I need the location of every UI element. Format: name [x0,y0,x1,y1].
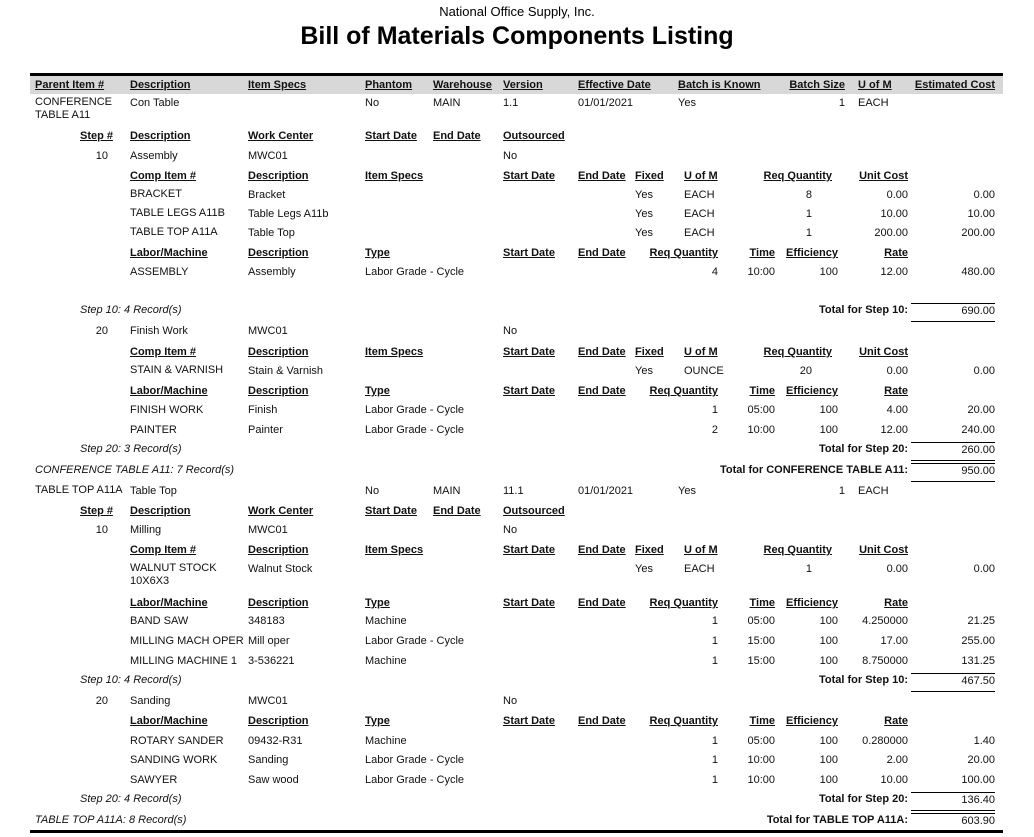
description: Mill oper [248,635,290,647]
start-date: Start Date [365,130,417,142]
total-label: Total for Step 20: [818,443,908,455]
work-center: MWC01 [248,695,288,707]
step-number: Step # [80,130,114,142]
outsourced: Outsourced [503,130,565,142]
time: 15:00 [747,635,775,647]
estimated-cost: 0.00 [973,563,995,575]
step-number: 20 [95,695,108,707]
labor-machine: MILLING MACH OPER [130,635,244,647]
efficiency: 100 [819,655,838,667]
req-quantity: Req Quantity [763,544,832,556]
description: 3-536221 [248,655,295,667]
efficiency: Efficiency [786,715,838,727]
rate: Rate [884,247,908,259]
unit-cost: Unit Cost [859,544,908,556]
efficiency: Efficiency [786,597,838,609]
end-date: End Date [578,385,626,397]
req-quantity: Req Quantity [649,715,718,727]
start-date: Start Date [503,544,555,556]
report-title: Bill of Materials Components Listing [300,22,734,50]
description: Table Top [248,227,295,239]
warehouse: MAIN [433,97,461,109]
u-of-m: U of M [684,170,718,182]
u-of-m: U of M [858,79,892,91]
labor-header-row [0,596,1034,613]
component-row [0,364,1034,381]
step-row [0,149,1034,166]
labor-machine: BAND SAW [130,615,189,627]
time: 10:00 [747,424,775,436]
parent-item-number: CONFERENCE TABLE A11 [35,96,113,121]
end-date: End Date [578,247,626,259]
req-quantity: Req Quantity [649,597,718,609]
u-of-m: U of M [684,544,718,556]
warehouse: MAIN [433,485,461,497]
end-date: End Date [578,544,626,556]
efficiency: 100 [819,754,838,766]
description: Table Legs A11b [248,208,329,220]
record-count: Step 20: 4 Record(s) [80,793,182,805]
parent-item-row [0,96,1034,121]
total-label: Total for Step 10: [818,304,908,316]
description: Bracket [248,189,286,201]
efficiency: Efficiency [786,247,838,259]
comp-item-number: TABLE TOP A11A [130,226,218,238]
estimated-cost: 255.00 [961,635,995,647]
estimated-cost: 0.00 [973,365,995,377]
labor-machine: FINISH WORK [130,404,204,416]
req-quantity: 1 [805,227,812,239]
u-of-m: U of M [684,346,718,358]
work-center: Work Center [248,130,314,142]
total-label: Total for Step 20: [818,793,908,805]
description: Description [130,79,191,91]
time: 05:00 [747,735,775,747]
item-specs: Item Specs [365,170,424,182]
labor-machine: Labor/Machine [130,247,208,259]
description: Description [248,715,309,727]
component-row [0,226,1034,243]
work-center: MWC01 [248,325,288,337]
type: Labor Grade - Cycle [365,635,465,647]
estimated-cost: 20.00 [967,754,995,766]
step-number: Step # [80,505,114,517]
item-specs: Item Specs [365,346,424,358]
step-header-row [0,504,1034,521]
rate: 10.00 [880,774,908,786]
description: Finish Work [130,325,188,337]
work-center: MWC01 [248,524,288,536]
type: Machine [365,655,407,667]
total-label: Total for CONFERENCE TABLE A11: [719,464,908,476]
req-quantity: 1 [711,735,718,747]
fixed: Fixed [635,346,664,358]
component-header-row [0,543,1034,560]
efficiency: 100 [819,615,838,627]
outsourced: No [503,150,518,162]
end-date: End Date [578,597,626,609]
column-header-row [0,76,1034,94]
component-header-row [0,169,1034,186]
time: 10:00 [747,754,775,766]
time: 05:00 [747,615,775,627]
time: Time [749,597,775,609]
type: Type [365,597,390,609]
type: Labor Grade - Cycle [365,266,465,278]
step-number: 20 [95,325,108,337]
unit-cost: 10.00 [880,208,908,220]
rate: 4.00 [886,404,908,416]
comp-item-number: BRACKET [130,188,182,200]
labor-row [0,403,1034,420]
batch-size: Batch Size [789,79,845,91]
estimated-cost: 240.00 [961,424,995,436]
total-value: 690.00 [911,303,995,322]
estimated-cost: 20.00 [967,404,995,416]
end-date: End Date [578,346,626,358]
estimated-cost: 100.00 [961,774,995,786]
rate: Rate [884,385,908,397]
rate: 8.750000 [862,655,908,667]
description: Con Table [130,97,180,109]
req-quantity: 1 [711,635,718,647]
fixed: Fixed [635,170,664,182]
description: 348183 [248,615,285,627]
total-value: 260.00 [911,442,995,461]
description: Description [248,597,309,609]
labor-row [0,614,1034,631]
start-date: Start Date [503,170,555,182]
total-value: 603.90 [911,813,995,832]
end-date: End Date [433,130,481,142]
labor-row [0,265,1034,282]
record-count: TABLE TOP A11A: 8 Record(s) [35,814,187,826]
description: Stain & Varnish [248,365,324,377]
req-quantity: 1 [711,754,718,766]
warehouse: Warehouse [433,79,492,91]
version: 11.1 [503,485,524,497]
version: Version [503,79,543,91]
description: Assembly [130,150,178,162]
estimated-cost: 131.25 [961,655,995,667]
time: Time [749,715,775,727]
req-quantity: Req Quantity [763,346,832,358]
labor-row [0,734,1034,751]
description: Description [248,385,309,397]
req-quantity: Req Quantity [649,247,718,259]
step-total-row [0,303,1034,320]
labor-header-row [0,714,1034,731]
req-quantity: 1 [805,563,812,575]
description: Saw wood [248,774,299,786]
fixed: Yes [635,365,653,377]
end-date: End Date [433,505,481,517]
estimated-cost: 0.00 [973,189,995,201]
description: Description [248,544,309,556]
parent-total-row [0,813,1034,830]
u-of-m: OUNCE [684,365,724,377]
estimated-cost: Estimated Cost [914,79,995,91]
outsourced: Outsourced [503,505,565,517]
req-quantity: 8 [805,189,812,201]
step-total-row [0,792,1034,809]
efficiency: 100 [819,424,838,436]
company-name: National Office Supply, Inc. [439,4,595,19]
description: Assembly [248,266,296,278]
rate: 2.00 [886,754,908,766]
labor-header-row [0,246,1034,263]
u-of-m: EACH [684,563,715,575]
labor-row [0,654,1034,671]
efficiency: 100 [819,735,838,747]
labor-machine: SANDING WORK [130,754,218,766]
fixed: Yes [635,227,653,239]
time: 10:00 [747,774,775,786]
batch-size: 1 [838,97,845,109]
step-row [0,523,1034,540]
req-quantity: 1 [711,404,718,416]
type: Type [365,247,390,259]
labor-machine: PAINTER [130,424,177,436]
labor-machine: Labor/Machine [130,385,208,397]
outsourced: No [503,695,518,707]
time: Time [749,247,775,259]
comp-item-number: Comp Item # [130,346,197,358]
rate: 12.00 [880,266,908,278]
parent-item-number: Parent Item # [35,79,105,91]
u-of-m: EACH [684,208,715,220]
description: Description [130,505,191,517]
estimated-cost: 480.00 [961,266,995,278]
efficiency: 100 [819,266,838,278]
description: Finish [248,404,278,416]
outsourced: No [503,524,518,536]
start-date: Start Date [365,505,417,517]
estimated-cost: 200.00 [961,227,995,239]
description: Walnut Stock [248,563,313,575]
req-quantity: 2 [711,424,718,436]
start-date: Start Date [503,715,555,727]
rate: 17.00 [880,635,908,647]
efficiency: 100 [819,404,838,416]
start-date: Start Date [503,346,555,358]
description: Description [130,130,191,142]
type: Labor Grade - Cycle [365,424,465,436]
horizontal-rule [0,830,1034,833]
req-quantity: 20 [799,365,812,377]
description: Milling [130,524,162,536]
time: 05:00 [747,404,775,416]
description: Sanding [130,695,171,707]
total-value: 136.40 [911,792,995,811]
unit-cost: 0.00 [886,189,908,201]
unit-cost: 200.00 [874,227,908,239]
component-row [0,188,1034,205]
component-row [0,562,1034,587]
effective-date: 01/01/2021 [578,485,634,497]
record-count: CONFERENCE TABLE A11: 7 Record(s) [35,464,235,476]
req-quantity: 4 [711,266,718,278]
estimated-cost: 10.00 [967,208,995,220]
type: Type [365,385,390,397]
efficiency: 100 [819,774,838,786]
phantom: Phantom [365,79,413,91]
batch-is-known: Batch is Known [678,79,761,91]
rate: Rate [884,715,908,727]
unit-cost: 0.00 [886,563,908,575]
description: Painter [248,424,283,436]
req-quantity: 1 [711,774,718,786]
effective-date: 01/01/2021 [578,97,634,109]
req-quantity: 1 [711,655,718,667]
comp-item-number: STAIN & VARNISH [130,364,224,376]
time: 15:00 [747,655,775,667]
efficiency: 100 [819,635,838,647]
step-number: 10 [95,524,108,536]
unit-cost: Unit Cost [859,170,908,182]
fixed: Yes [635,189,653,201]
work-center: MWC01 [248,150,288,162]
work-center: Work Center [248,505,314,517]
end-date: End Date [578,170,626,182]
phantom: No [365,485,380,497]
u-of-m: EACH [684,227,715,239]
description: Description [248,346,309,358]
type: Machine [365,615,407,627]
comp-item-number: WALNUT STOCK 10X6X3 [130,562,217,587]
parent-total-row [0,463,1034,480]
rate: Rate [884,597,908,609]
outsourced: No [503,325,518,337]
labor-machine: SAWYER [130,774,178,786]
item-specs: Item Specs [365,544,424,556]
total-label: Total for TABLE TOP A11A: [766,814,908,826]
step-total-row [0,442,1034,459]
start-date: Start Date [503,247,555,259]
record-count: Step 10: 4 Record(s) [80,304,182,316]
step-row [0,324,1034,341]
u-of-m: EACH [858,485,889,497]
labor-row [0,634,1034,651]
req-quantity: Req Quantity [763,170,832,182]
batch-size: 1 [838,485,845,497]
description: Description [248,170,309,182]
fixed: Yes [635,563,653,575]
labor-machine: Labor/Machine [130,715,208,727]
batch-is-known: Yes [678,97,696,109]
comp-item-number: Comp Item # [130,544,197,556]
type: Labor Grade - Cycle [365,774,465,786]
version: 1.1 [503,97,519,109]
labor-row [0,753,1034,770]
record-count: Step 20: 3 Record(s) [80,443,182,455]
comp-item-number: Comp Item # [130,170,197,182]
comp-item-number: TABLE LEGS A11B [130,207,225,219]
u-of-m: EACH [684,189,715,201]
labor-row [0,423,1034,440]
estimated-cost: 21.25 [967,615,995,627]
description: Table Top [130,485,177,497]
labor-header-row [0,384,1034,401]
total-value: 950.00 [911,463,995,482]
step-total-row [0,673,1034,690]
efficiency: Efficiency [786,385,838,397]
step-number: 10 [95,150,108,162]
effective-date: Effective Date [578,79,651,91]
type: Labor Grade - Cycle [365,754,465,766]
description: 09432-R31 [248,735,303,747]
step-row [0,694,1034,711]
total-value: 467.50 [911,673,995,692]
parent-item-row [0,484,1034,501]
req-quantity: 1 [805,208,812,220]
component-row [0,207,1034,224]
component-header-row [0,345,1034,362]
labor-machine: ROTARY SANDER [130,735,224,747]
time: 10:00 [747,266,775,278]
start-date: Start Date [503,385,555,397]
time: Time [749,385,775,397]
rate: 12.00 [880,424,908,436]
fixed: Yes [635,208,653,220]
estimated-cost: 1.40 [973,735,995,747]
description: Sanding [248,754,289,766]
u-of-m: EACH [858,97,889,109]
type: Labor Grade - Cycle [365,404,465,416]
labor-row [0,773,1034,790]
req-quantity: 1 [711,615,718,627]
total-label: Total for Step 10: [818,674,908,686]
labor-machine: Labor/Machine [130,597,208,609]
labor-machine: MILLING MACHINE 1 [130,655,237,667]
description: Description [248,247,309,259]
start-date: Start Date [503,597,555,609]
type: Machine [365,735,407,747]
end-date: End Date [578,715,626,727]
phantom: No [365,97,380,109]
batch-is-known: Yes [678,485,696,497]
unit-cost: Unit Cost [859,346,908,358]
req-quantity: Req Quantity [649,385,718,397]
step-header-row [0,129,1034,146]
fixed: Fixed [635,544,664,556]
item-specs: Item Specs [248,79,307,91]
rate: 4.250000 [862,615,908,627]
parent-item-number: TABLE TOP A11A [35,484,123,496]
record-count: Step 10: 4 Record(s) [80,674,182,686]
labor-machine: ASSEMBLY [130,266,189,278]
rate: 0.280000 [862,735,908,747]
unit-cost: 0.00 [886,365,908,377]
type: Type [365,715,390,727]
